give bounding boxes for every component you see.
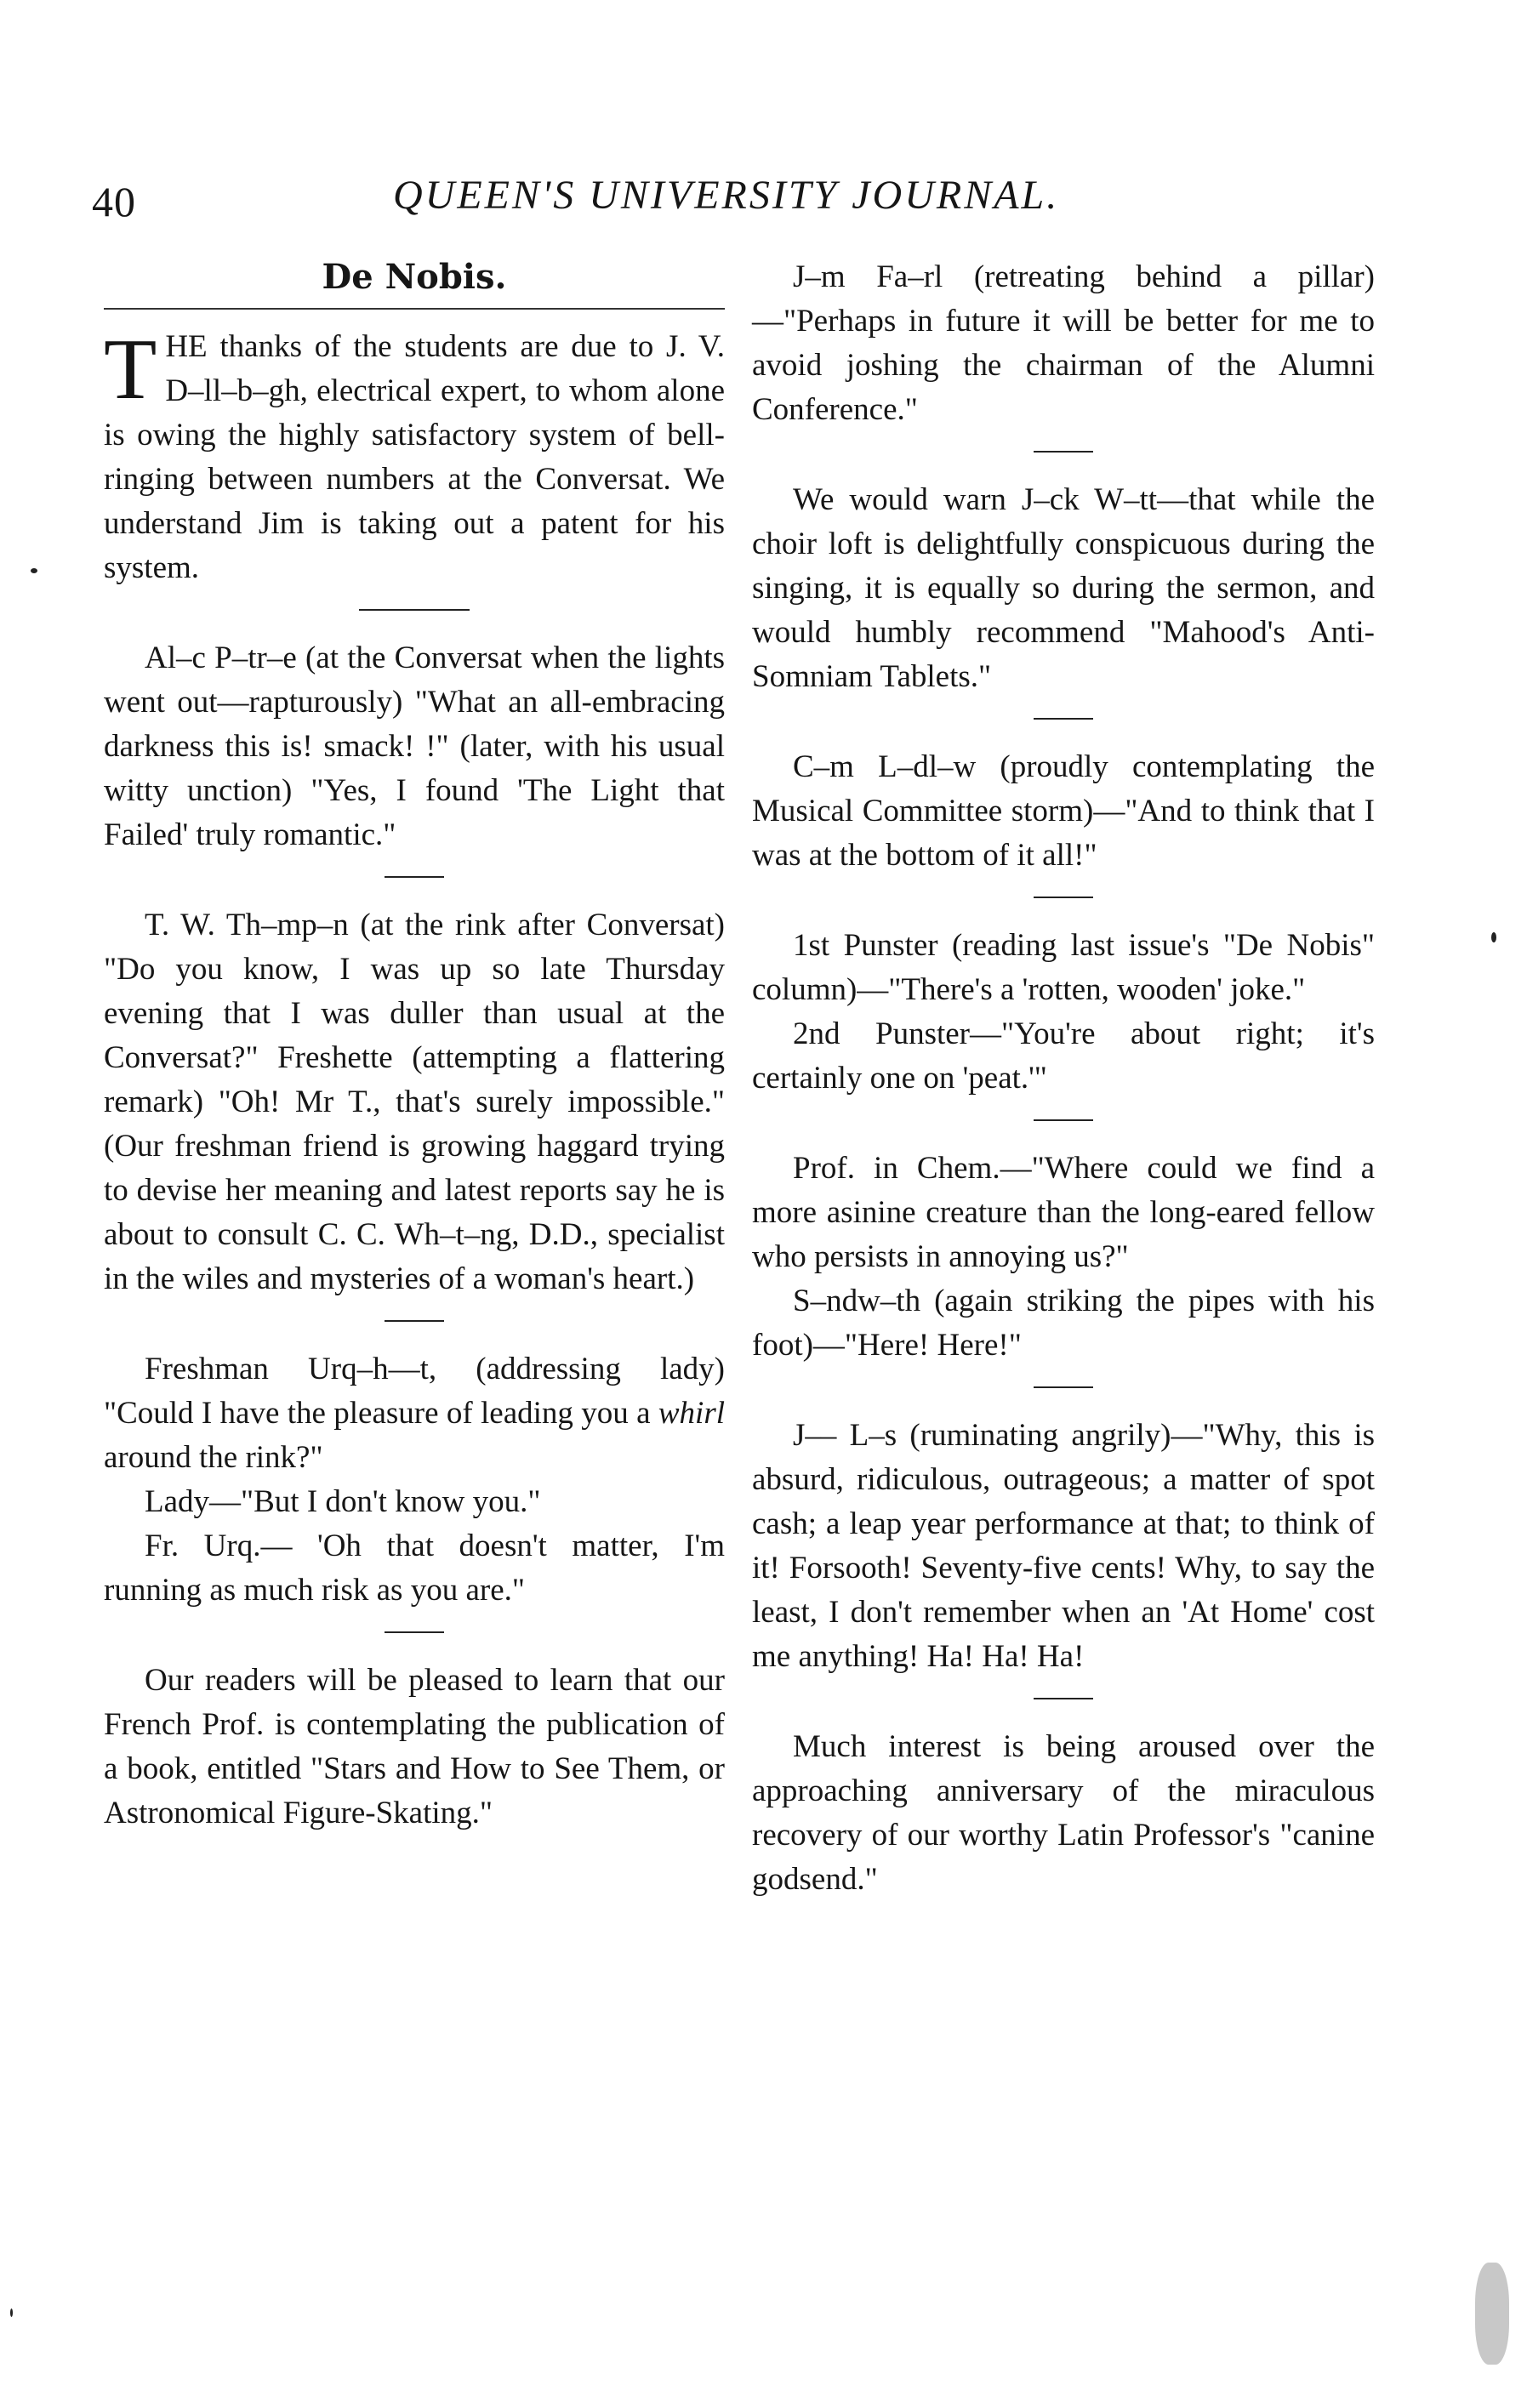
- separator-rule: [1034, 1698, 1093, 1699]
- item-choir-loft: We would warn J–ck W–tt—that while the choir loft is delightfully conspicuous during the singing, it is equally so during the sermon, and would humbly recommend "Mahood's Anti-Somniam Tablets.": [752, 482, 1375, 694]
- item-text: around the rink?": [104, 1440, 323, 1475]
- item-punster-reply: 2nd Punster—"You're about right; it's certainly one on 'peat.'": [752, 1016, 1375, 1096]
- separator-rule: [385, 1320, 444, 1322]
- page-number: 40: [92, 178, 136, 225]
- item-french-prof: Our readers will be pleased to learn that our French Prof. is contemplating the publication of a book, entitled "Stars and How to See Them, or Astronomical Figure-Skating.": [104, 1663, 725, 1830]
- item-darkness: Al–c P–tr–e (at the Conversat when the lights went out—rapturously) "What an all-embracing darkness this is! smack! !" (later, with his usual witty unction) "Yes, I found 'The Light that Failed' truly romantic.": [104, 640, 725, 852]
- ink-speck: [10, 2308, 13, 2317]
- separator-rule: [1034, 897, 1093, 898]
- item-pillar: J–m Fa–rl (retreating behind a pillar)—"Perhaps in future it will be better for me to avoid joshing the chairman of the Alumni Conference.": [752, 259, 1375, 427]
- italic-word: whirl: [658, 1396, 725, 1431]
- separator-rule: [1034, 451, 1093, 453]
- separator-rule: [359, 609, 470, 611]
- item-musical-committee: C–m L–dl–w (proudly contemplating the Musical Committee storm)—"And to think that I was at the bottom of it all!": [752, 749, 1375, 873]
- separator-rule: [1034, 1119, 1093, 1121]
- item-whirl: [104, 1347, 725, 1480]
- separator-rule: [385, 1631, 444, 1633]
- item-chem-prof: Prof. in Chem.—"Where could we find a more asinine creature than the long-eared fellow who persists in annoying us?": [752, 1151, 1375, 1274]
- item-chem-reply: S–ndw–th (again striking the pipes with his foot)—"Here! Here!": [752, 1284, 1375, 1363]
- separator-rule: [385, 876, 444, 878]
- item-text: Freshman Urq–h—t, (addressing lady) "Could I have the pleasure of leading you a: [104, 1352, 725, 1431]
- item-punster: 1st Punster (reading last issue's "De Nobis" column)—"There's a 'rotten, wooden' joke.": [752, 928, 1375, 1007]
- journal-title: QUEEN'S UNIVERSITY JOURNAL.: [393, 173, 1060, 218]
- item-rink: T. W. Th–mp–n (at the rink after Conversat) "Do you know, I was up so late Thursday evening that I was duller than usual at the Conversat?" Freshette (attempting a flattering remark) "Oh! Mr T., that's surely impossible." (Our freshman friend is growing haggard trying to devise her meaning and latest reports say he is about to consult C. C. Wh–t–ng, D.D., specialist in the wiles and mysteries of a woman's heart.): [104, 908, 725, 1296]
- right-column: [752, 255, 1375, 1902]
- ink-speck: [1475, 2263, 1509, 2365]
- ink-speck: [1491, 932, 1496, 942]
- item-at-home: J–– L–s (ruminating angrily)—"Why, this is absurd, ridiculous, outrageous; a matter of spot cash; a leap year performance at that; to think of it! Forsooth! Seventy-five cents! Why, to say the least, I don't remember when an 'At Home' cost me anything! Ha! Ha! Ha!: [752, 1418, 1375, 1674]
- item-bell-ringing: [104, 322, 725, 590]
- drop-cap: T: [104, 322, 157, 418]
- item-canine-godsend: Much interest is being aroused over the approaching anniversary of the miraculous recovery of our worthy Latin Professor's "canine godsend.": [752, 1729, 1375, 1897]
- section-heading: De Nobis.: [104, 255, 725, 310]
- separator-rule: [1034, 1386, 1093, 1388]
- left-column: [104, 255, 725, 1836]
- ink-speck: [31, 568, 37, 573]
- item-whirl-reply: Lady—"But I don't know you.": [145, 1484, 541, 1519]
- separator-rule: [1034, 718, 1093, 720]
- item-text: HE thanks of the students are due to J. V. D–ll–b–gh, electrical expert, to whom alone is owing the highly satisfactory system of bell-ringing between numbers at the Conversat. We understand Jim is taking out a patent for his system.: [104, 329, 725, 585]
- item-whirl-reply: Fr. Urq.— 'Oh that doesn't matter, I'm running as much risk as you are.": [104, 1528, 725, 1608]
